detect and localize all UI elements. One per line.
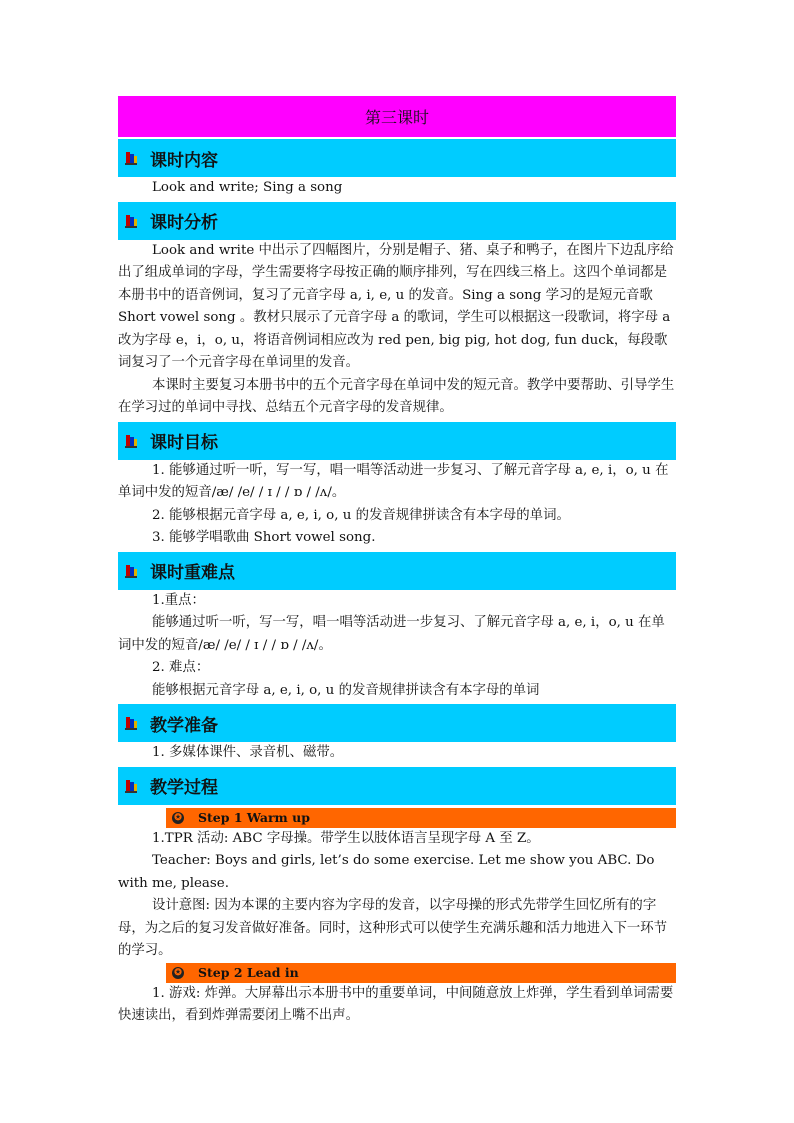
section-heading: 课时目标	[150, 433, 218, 453]
step-paragraph: 设计意图: 因为本课的主要内容为字母的发音，以字母操的形式先带学生回忆所有的字母，为之后的复习发音做好准备。同时，这种形式可以使学生充满乐趣和活力地进入下一环节的学习。	[118, 898, 668, 958]
section-body-content	[118, 177, 676, 200]
step-1-body	[118, 828, 676, 963]
section-body-analysis	[118, 240, 676, 420]
goal-item: 2. 能够根据元音字母 a, e, i, o, u 的发音规律拼读含有本字母的单词。	[152, 507, 570, 523]
step-2-header	[166, 963, 676, 983]
lesson-title-bar	[118, 96, 676, 137]
step-paragraph: 1. 游戏: 炸弹。大屏幕出示本册书中的重要单词，中间随意放上炸弹，学生看到单词需要快速读出，看到炸弹需要闭上嘴不出声。	[118, 985, 674, 1023]
book-icon	[124, 716, 138, 730]
section-heading: 课时分析	[150, 213, 218, 233]
section-header-content	[118, 139, 676, 177]
section-body-goals	[118, 460, 676, 550]
lesson-title: 第三课时	[364, 108, 429, 127]
book-icon	[124, 151, 138, 165]
section-body-key-points	[118, 590, 676, 703]
section-header-preparation	[118, 704, 676, 742]
analysis-paragraph: 本课时主要复习本册书中的五个元音字母在单词中发的短元音。教学中要帮助、引导学生在学习过的单词中寻找、总结五个元音字母的发音规律。	[118, 377, 675, 415]
section-heading: 课时重难点	[150, 563, 235, 583]
key-point-text: 能够通过听一听，写一写，唱一唱等活动进一步复习、了解元音字母 a, e, i，o, u 在单词中发的短音/æ/ /e/ / ɪ / / ɒ / /ʌ/。	[118, 615, 665, 653]
step-paragraph: 1.TPR 活动: ABC 字母操。带学生以肢体语言呈现字母 A 至 Z。	[152, 830, 540, 846]
section-heading: 教学准备	[150, 715, 218, 736]
key-point-label: 1.重点：	[152, 592, 205, 608]
step-2-body	[118, 983, 676, 1028]
star-bullet-icon: ✪	[172, 812, 184, 824]
analysis-paragraph: Look and write 中出示了四幅图片，分别是帽子、猪、桌子和鸭子，在图片下边乱序给出了组成单词的字母，学生需要将字母按正确的顺序排列，写在四线三格上。这四个单词都是本册书中的语音例词，复习了元音字母 a, i, e, u 的发音。Sing a song 学习的是短元音歌 Short vowel song 。教材只展示了元音字母 a 的歌词，学生可以根据这一段歌词，将字母 a 改为字母 e，i，o, u，将语音例词相应改为 red pen, big pig, hot dog, fun duck，每段歌词复习了一个元音字母在单词里的发音。	[118, 242, 674, 370]
difficulty-label: 2. 难点：	[152, 660, 210, 675]
section-body-preparation	[118, 742, 676, 765]
section-heading: 教学过程	[150, 778, 218, 798]
book-icon	[124, 779, 138, 793]
section-header-key-points	[118, 552, 676, 590]
section-header-goals	[118, 422, 676, 460]
difficulty-text: 能够根据元音字母 a, e, i, o, u 的发音规律拼读含有本字母的单词	[152, 682, 540, 698]
book-icon	[124, 434, 138, 448]
book-icon	[124, 564, 138, 578]
step-paragraph: Teacher: Boys and girls, let’s do some exercise. Let me show you ABC. Do with me, please.	[118, 853, 655, 891]
goal-item: 3. 能够学唱歌曲 Short vowel song.	[152, 530, 376, 545]
star-bullet-icon: ✪	[172, 967, 184, 979]
book-icon	[124, 214, 138, 228]
lesson-plan-page	[118, 96, 676, 1028]
step-label: Step 2 Lead in	[198, 965, 299, 980]
preparation-text: 1. 多媒体课件、录音机、磁带。	[152, 745, 344, 760]
content-text: Look and write; Sing a song	[152, 180, 343, 195]
section-header-process	[118, 767, 676, 805]
step-1-header	[166, 808, 676, 828]
step-label: Step 1 Warm up	[198, 810, 310, 825]
goal-item: 1. 能够通过听一听，写一写，唱一唱等活动进一步复习、了解元音字母 a, e, i，o, u 在单词中发的短音/æ/ /e/ / ɪ / / ɒ / /ʌ/。	[118, 462, 669, 500]
section-heading: 课时内容	[150, 150, 218, 171]
section-header-analysis	[118, 202, 676, 240]
